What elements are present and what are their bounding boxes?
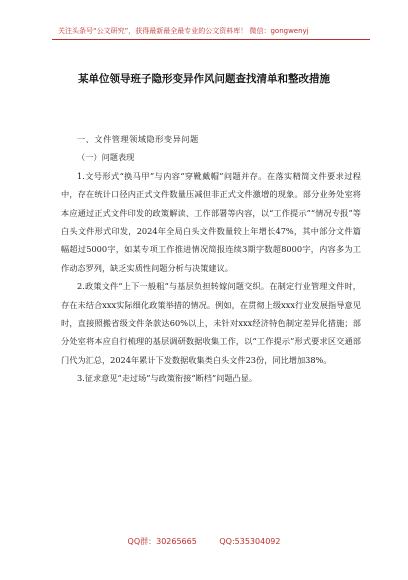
footer-qq: QQ:535304092 xyxy=(219,537,281,546)
footer xyxy=(0,536,408,548)
footer-qq-group: QQ群：30265665 xyxy=(127,537,197,546)
document-body xyxy=(61,130,361,388)
top-banner: 关注头条号“公文研究”，获得最新最全最专业的公文资料库！ 微信：gongwenyj xyxy=(58,27,309,35)
document-title: 某单位领导班子隐形变异作风问题查找清单和整改措施 xyxy=(78,73,330,85)
paragraph-2: 2.政策文件“上下一般粗”与基层负担转嫁问题交织。在制定行业管理文件时，存在未结合xxx实际细化政策举措的情况。例如，在贯彻上级xxx行业发展指导意见时，直接照搬省级文件条款达60%以上，未针对xxx经济特色制定差异化措施；部分处室将本应自行梳理的基层调研数据收集工作，以“工作提示”形式要求区交通部门代为汇总，2024年累计下发数据收集类白头文件23份，同比增加38%。 xyxy=(61,281,361,365)
section-heading: 一、文件管理领域隐形变异问题 xyxy=(77,134,199,144)
subsection-heading: （一）问题表现 xyxy=(77,152,135,163)
paragraph-1: 1.文号形式“换马甲”与内容“穿靴戴帽”问题并存。在落实精简文件要求过程中，存在统计口径内正式文件数量压减但非正式文件激增的现象。部分业务处室将本应通过正式文件印发的政策解读、工作部署等内容，以“工作提示”“情况专报”等白头文件形式印发，2024年全局白头文件数量较上年增长47%，其中部分文件篇幅超过5000字，如某专项工作推进情况简报连续3期字数超8000字，内容多为工作动态罗列，缺乏实质性问题分析与决策建议。 xyxy=(61,170,361,273)
paragraph-3: 3.征求意见“走过场”与政策衔接“断档”问题凸显。 xyxy=(77,373,258,384)
banner-divider xyxy=(52,39,370,40)
